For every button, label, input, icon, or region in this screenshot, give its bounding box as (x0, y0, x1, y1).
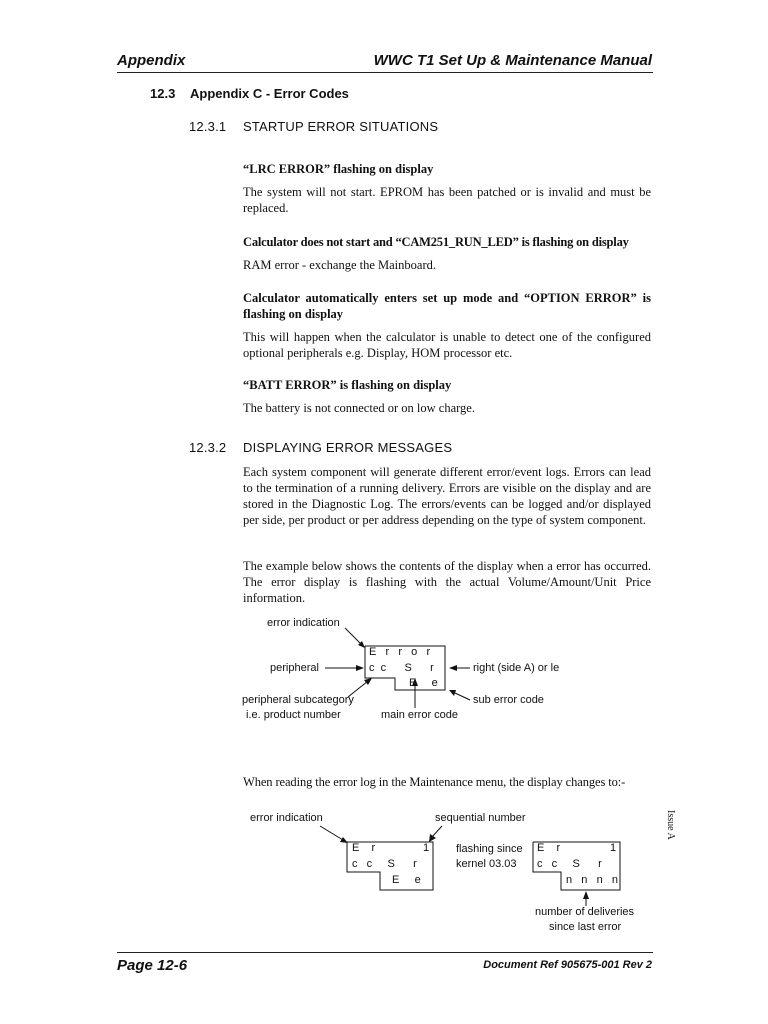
log-display-right-row-1a: E r (537, 842, 561, 854)
log-display-right-row-1b: 1 (610, 842, 617, 854)
label-error-indication-2: error indication (250, 812, 323, 824)
footer-rule (117, 952, 653, 953)
label-number-of-deliveries: number of deliveries (535, 906, 635, 918)
section-title: Appendix C - Error Codes (190, 86, 349, 101)
label-right-side: right (side A) or le (473, 662, 560, 674)
footer-document-ref: Document Ref 905675-001 Rev 2 (483, 959, 652, 971)
label-product-number: i.e. product number (246, 709, 341, 721)
label-since-last-error: since last error (549, 921, 622, 933)
item-4-text: The battery is not connected or on low charge. (243, 401, 475, 415)
subsection-1-number: 12.3.1 (189, 119, 227, 134)
paragraph-example: The example below shows the contents of the display when a error has occurred. The error display is flashing with the actual Volume/Amount/Unit Price information. (243, 559, 651, 605)
label-peripheral-subcategory: peripheral subcategory (242, 694, 354, 706)
item-1-text: The system will not start. EPROM has been patched or is invalid and must be replaced. (243, 185, 651, 215)
label-error-indication: error indication (267, 617, 340, 629)
log-display-left-row-1a: E r (352, 842, 376, 854)
item-2-heading: Calculator does not start and “CAM251_RUN_LED” is flashing on display (243, 235, 629, 249)
footer-page-number: Page 12-6 (117, 957, 188, 974)
log-display-right-row-3: n n n n (566, 874, 618, 886)
display-row-3: E e (409, 677, 438, 689)
label-flashing-since: flashing since (456, 843, 523, 855)
label-kernel: kernel 03.03 (456, 858, 517, 870)
display-row-2: c c S r (369, 662, 434, 674)
label-peripheral: peripheral (270, 662, 319, 674)
log-display-left-row-1b: 1 (423, 842, 430, 854)
header-left: Appendix (117, 52, 186, 69)
section-number: 12.3 (150, 86, 176, 101)
item-3-text: This will happen when the calculator is unable to detect one of the configured optional peripherals e.g. Display, HOM processor etc. (243, 330, 651, 360)
subsection-1-title: STARTUP ERROR SITUATIONS (243, 119, 439, 134)
label-sequential-number: sequential number (435, 812, 526, 824)
header-right: WWC T1 Set Up & Maintenance Manual (373, 52, 652, 69)
log-display-right-row-2: c c S r (537, 858, 602, 870)
item-4-heading: “BATT ERROR” is flashing on display (243, 378, 452, 392)
label-main-error-code: main error code (381, 709, 459, 721)
issue-side-note: Issue A (665, 810, 676, 840)
paragraph-maintenance-menu: When reading the error log in the Maintenance menu, the display changes to:- (243, 775, 626, 789)
subsection-2-number: 12.3.2 (189, 440, 227, 455)
item-3-heading: Calculator automatically enters set up mode and “OPTION ERROR” is flashing on display (243, 291, 651, 321)
paragraph-error-logs: Each system component will generate different error/event logs. Errors can lead to the termination of a running delivery. Errors are visible on the display and are stored in the Diagnostic Log. The errors/events can be logged and/or displayed per side, per product or per address depending on the type of system component. (243, 465, 651, 527)
display-row-1: E r r o r (369, 646, 431, 658)
item-1-heading: “LRC ERROR” flashing on display (243, 162, 434, 176)
label-sub-error-code: sub error code (473, 694, 544, 706)
subsection-2-title: DISPLAYING ERROR MESSAGES (243, 440, 453, 455)
log-display-left-row-2: c c S r (352, 858, 417, 870)
item-2-text: RAM error - exchange the Mainboard. (243, 258, 436, 272)
log-display-left-row-3: E e (392, 874, 421, 886)
